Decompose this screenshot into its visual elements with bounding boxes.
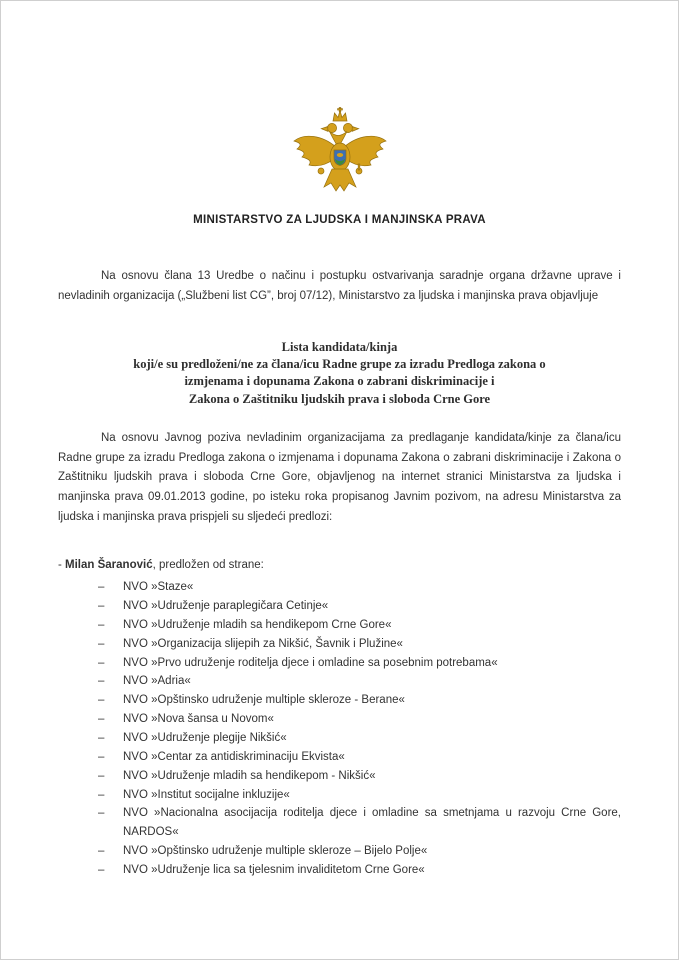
- dash-icon: –: [98, 600, 105, 613]
- candidate-line: [58, 556, 621, 574]
- nvo-list-item: [98, 691, 621, 710]
- nvo-list-item: [98, 842, 621, 861]
- nvo-name: NVO »Opštinsko udruženje multiple skleroze - Berane«: [123, 694, 405, 707]
- nvo-name: NVO »Institut socijalne inkluzije«: [123, 788, 290, 801]
- candidate-suffix: , predložen od strane:: [152, 558, 264, 571]
- candidate-prefix: -: [58, 558, 66, 571]
- nvo-name: NVO »Staze«: [123, 581, 194, 594]
- chest-shield: [334, 150, 346, 166]
- nvo-name: NVO »Centar za antidiskriminaciju Ekvista«: [123, 750, 345, 763]
- dash-icon: –: [98, 788, 105, 801]
- list-title: [58, 339, 621, 408]
- dash-icon: –: [98, 618, 105, 631]
- nvo-name: NVO »Opštinsko udruženje multiple skleroze – Bijelo Polje«: [123, 845, 428, 858]
- nvo-list-item: [98, 729, 621, 748]
- dash-icon: –: [98, 694, 105, 707]
- nvo-name: NVO »Udruženje paraplegičara Cetinje«: [123, 600, 329, 613]
- nvo-list: [98, 578, 621, 880]
- nvo-name: NVO »Udruženje plegije Nikšić«: [123, 732, 287, 745]
- nvo-name: NVO »Udruženje mladih sa hendikepom Crne Gore«: [123, 618, 392, 631]
- dash-icon: –: [98, 732, 105, 745]
- nvo-list-item: [98, 672, 621, 691]
- nvo-list-item: [98, 786, 621, 805]
- nvo-name: NVO »Organizacija slijepih za Nikšić, Šavnik i Plužine«: [123, 637, 403, 650]
- dash-icon: –: [98, 769, 105, 782]
- dash-icon: –: [98, 845, 105, 858]
- nvo-list-item: [98, 861, 621, 880]
- dash-icon: –: [98, 675, 105, 688]
- nvo-list-item: [98, 767, 621, 786]
- nvo-name: NVO »Adria«: [123, 675, 191, 688]
- list-title-line-1: Lista kandidata/kinja: [281, 339, 398, 354]
- nvo-list-item: [98, 616, 621, 635]
- dash-icon: –: [98, 807, 105, 820]
- nvo-list-item: [98, 578, 621, 597]
- nvo-name: NVO »Prvo udruženje roditelja djece i omladine sa posebnim potrebama«: [123, 656, 498, 669]
- nvo-list-item: [98, 748, 621, 767]
- list-title-line-2: koji/e su predloženi/ne za člana/icu Radne grupe za izradu Predloga zakona o: [133, 357, 546, 372]
- nvo-name: NVO »Udruženje mladih sa hendikepom - Nikšić«: [123, 769, 376, 782]
- list-title-line-4: Zakona o Zaštitniku ljudskih prava i sloboda Crne Gore: [188, 391, 491, 406]
- nvo-list-item: [98, 804, 621, 842]
- coat-of-arms-montenegro: [288, 105, 392, 200]
- dash-icon: –: [98, 750, 105, 763]
- nvo-name: NVO »Nacionalna asocijacija roditelja djece i omladine sa smetnjama u razvoju Crne Gore, NARDOS«: [123, 807, 621, 839]
- nvo-name: NVO »Udruženje lica sa tjelesnim invaliditetom Crne Gore«: [123, 864, 425, 877]
- nvo-list-item: [98, 710, 621, 729]
- intro-paragraph: Na osnovu člana 13 Uredbe o načinu i postupku ostvarivanja saradnje organa državne uprave i nevladinih organizacija („Službeni list CG”, broj 07/12), Ministarstvo za ljudska i manjinska prava objavljuje: [58, 270, 621, 303]
- body-paragraph: Na osnovu Javnog poziva nevladinim organizacijama za predlaganje kandidata/kinje za člana/icu Radne grupe za izradu Predloga zakona o izmjenama i dopunama Zakona o zabrani diskriminacije i Zakona o Zaštitniku ljudskih prava i sloboda Crne Gore, objavljenog na internet stranici Ministarstva za ljudska i manjinska prava 09.01.2013 godine, po isteku roka propisanog Javnim pozivom, na adresu Ministarstva za ljudska i manjinska prava prispjeli su sljedeći predlozi:: [58, 431, 621, 523]
- list-title-line-3: izmjenama i dopunama Zakona o zabrani diskriminacije i: [184, 374, 495, 389]
- nvo-list-item: [98, 597, 621, 616]
- nvo-list-item: [98, 635, 621, 654]
- dash-icon: –: [98, 656, 105, 669]
- dash-icon: –: [98, 637, 105, 650]
- ministry-title: MINISTARSTVO ZA LJUDSKA I MANJINSKA PRAVA: [193, 214, 486, 226]
- dash-icon: –: [98, 581, 105, 594]
- eagle-emblem-icon: [288, 105, 392, 197]
- dash-icon: –: [98, 713, 105, 726]
- nvo-name: NVO »Nova šansa u Novom«: [123, 713, 274, 726]
- nvo-list-item: [98, 654, 621, 673]
- dash-icon: –: [98, 864, 105, 877]
- candidate-name: Milan Šaranović: [65, 558, 153, 571]
